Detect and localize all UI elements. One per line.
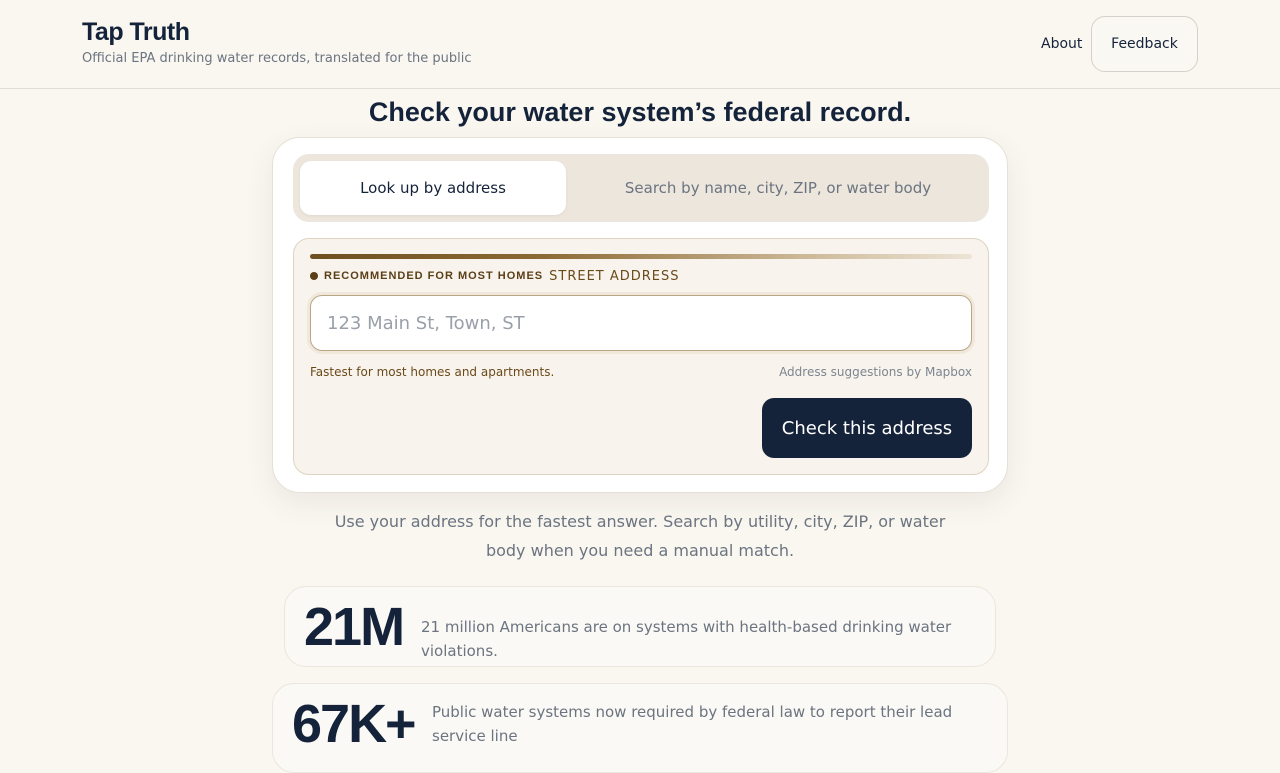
accent-bar	[310, 254, 972, 259]
recommended-badge: RECOMMENDED FOR MOST HOMES	[324, 270, 544, 282]
address-input[interactable]	[310, 295, 972, 351]
stat-description: Public water systems now required by federal law to report their lead service line	[432, 703, 953, 745]
street-address-label: STREET ADDRESS	[549, 268, 680, 284]
bullet-dot-icon	[310, 272, 318, 280]
stat-card	[284, 586, 996, 667]
lookup-tabs	[293, 154, 989, 222]
lookup-card	[272, 137, 1008, 493]
address-panel	[293, 238, 989, 475]
explainer-text: Use your address for the fastest answer. Search by utility, city, ZIP, or water body when you need a manual match.	[334, 512, 946, 560]
address-hint: Fastest for most homes and apartments.	[310, 365, 555, 379]
recommended-row	[310, 268, 680, 284]
site-subtitle: Official EPA drinking water records, translated for the public	[82, 51, 472, 66]
stat-number: 21M	[304, 597, 404, 657]
check-address-button[interactable]: Check this address	[762, 398, 972, 458]
site-header	[0, 0, 1280, 89]
page-headline: Check your water system’s federal record.	[368, 97, 912, 127]
tab-address-lookup[interactable]: Look up by address	[300, 161, 566, 215]
tab-name-search[interactable]: Search by name, city, ZIP, or water body	[624, 179, 932, 197]
site-title[interactable]: Tap Truth	[82, 18, 190, 46]
mapbox-attribution: Address suggestions by Mapbox	[779, 365, 972, 379]
stat-card	[272, 683, 1008, 773]
nav-about-link[interactable]: About	[1041, 36, 1083, 52]
feedback-button[interactable]: Feedback	[1091, 16, 1198, 72]
stat-description: 21 million Americans are on systems with health-based drinking water violations.	[421, 618, 952, 660]
stat-number: 67K+	[292, 694, 415, 754]
